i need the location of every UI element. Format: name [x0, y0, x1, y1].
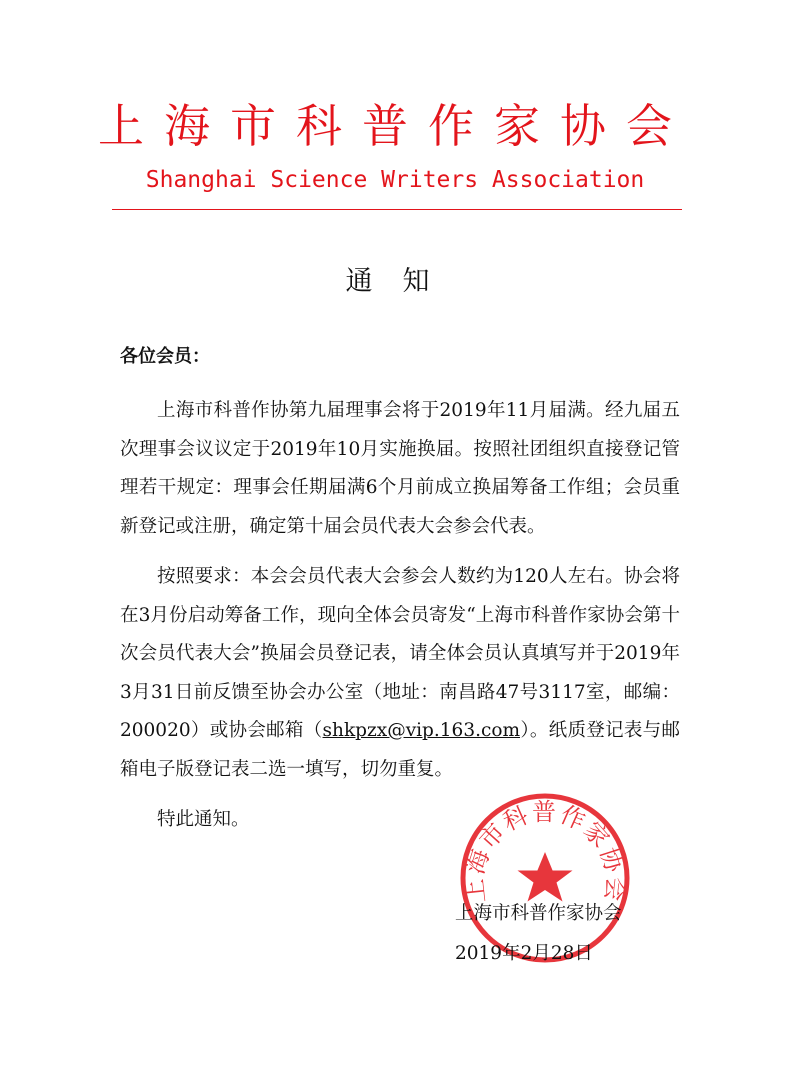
association-email-link[interactable]: shkpzx@vip.163.com — [322, 720, 521, 741]
body-paragraph-1: 上海市科普作协第九届理事会将于2019年11月届满。经九届五次理事会议议定于2019年10月实施换届。按照社团组织直接登记管理若干规定：理事会任期届满6个月前成立换届筹备工作组；会员重新登记或注册，确定第十届会员代表大会参会代表。 — [120, 400, 680, 537]
closing-line: 特此通知。 — [157, 809, 250, 830]
paragraph-2-text-before: 按照要求：本会会员代表大会参会人数约为120人左右。协会将在3月份启动筹备工作，现向全体会员寄发“上海市科普作家协会第十次会员代表大会”换届会员登记表，请全体会员认真填写并于2019年3月31日前反馈至协会办公室（地址：南昌路47号3117室，邮编：200020）或协会邮箱（ — [120, 566, 680, 741]
seal-text: 上海市科普作家协会 — [460, 798, 630, 905]
paragraph-2-text-after: ）。纸质登记表与邮箱电子版登记表二选一填写，切勿重复。 — [120, 720, 680, 780]
body-paragraph-2 — [120, 558, 680, 789]
letterhead-divider — [112, 209, 682, 210]
signature-block — [455, 894, 622, 974]
signature-org: 上海市科普作家协会 — [455, 903, 622, 924]
org-name-chinese: 上海市科普作家协会 — [98, 99, 692, 153]
notice-body — [120, 392, 680, 852]
notice-title: 通知 — [345, 266, 460, 297]
signature-date: 2019年2月28日 — [455, 943, 593, 964]
salutation: 各位会员： — [120, 346, 210, 367]
org-name-english: Shanghai Science Writers Association — [145, 167, 645, 193]
